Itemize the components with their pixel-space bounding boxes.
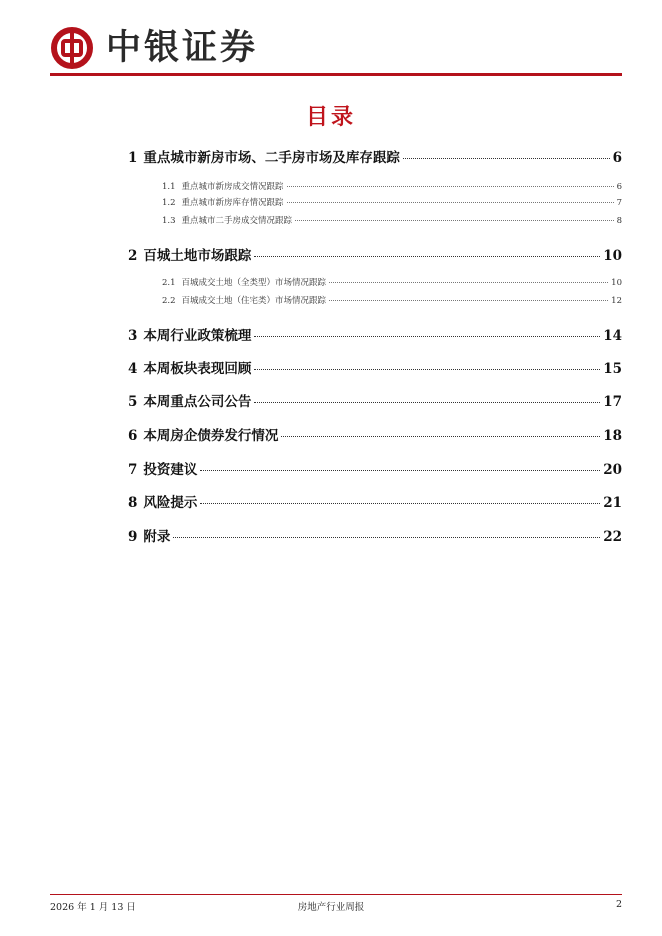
toc-entry-label: 百城成交土地（全类型）市场情况跟踪 bbox=[181, 278, 327, 288]
toc-entry-section[interactable] bbox=[128, 491, 622, 511]
toc-dot-leader bbox=[254, 369, 600, 370]
toc-entry-section[interactable] bbox=[128, 357, 622, 377]
toc-entry-page: 22 bbox=[603, 529, 622, 545]
toc-entry-section[interactable] bbox=[128, 146, 622, 166]
toc-entry-subsection[interactable] bbox=[162, 196, 622, 208]
toc-entry-number: 3 bbox=[128, 328, 138, 344]
toc-entry-label: 投资建议 bbox=[143, 462, 198, 478]
toc-entry-subsection[interactable] bbox=[162, 180, 622, 192]
toc-dot-leader bbox=[254, 402, 600, 403]
page-header bbox=[50, 26, 622, 76]
toc-entry-number: 6 bbox=[128, 428, 138, 444]
toc-entry-label: 本周房企债券发行情况 bbox=[143, 428, 279, 444]
toc-entry-page: 10 bbox=[603, 248, 622, 264]
footer-date: 2026 年 1 月 13 日 bbox=[50, 902, 136, 913]
toc-entry-page: 20 bbox=[603, 462, 622, 478]
toc-entry-number: 9 bbox=[128, 529, 138, 545]
brand-name: 中银证券 bbox=[106, 27, 259, 68]
toc-title: 目录 bbox=[305, 104, 356, 130]
toc-entry-number: 7 bbox=[128, 462, 138, 478]
toc-dot-leader bbox=[254, 336, 600, 337]
toc-entry-label: 风险提示 bbox=[143, 495, 198, 511]
toc-entry-number: 1.2 bbox=[162, 198, 176, 208]
toc-entry-number: 2.2 bbox=[162, 296, 176, 306]
toc-dot-leader bbox=[254, 256, 600, 257]
toc-entry-label: 本周重点公司公告 bbox=[143, 394, 252, 410]
toc-entry-page: 6 bbox=[612, 150, 622, 166]
toc-entry-subsection[interactable] bbox=[162, 214, 622, 226]
toc-entry-section[interactable] bbox=[128, 424, 622, 444]
toc-entry-page: 14 bbox=[603, 328, 622, 344]
toc-entry-page: 17 bbox=[603, 394, 622, 410]
toc-entry-page: 21 bbox=[603, 495, 622, 511]
bank-of-china-logo-icon bbox=[50, 26, 94, 70]
footer-report-type: 房地产行业周报 bbox=[297, 902, 365, 913]
toc-entry-label: 百城成交土地（住宅类）市场情况跟踪 bbox=[181, 296, 327, 306]
toc-dot-leader bbox=[200, 470, 600, 471]
toc-entry-section[interactable] bbox=[128, 525, 622, 545]
toc-entry-label: 百城土地市场跟踪 bbox=[143, 248, 252, 264]
footer-page-number: 2 bbox=[615, 899, 622, 910]
toc-dot-leader bbox=[173, 537, 600, 538]
toc-entry-subsection[interactable] bbox=[162, 276, 622, 288]
toc-entry-page: 6 bbox=[616, 182, 622, 192]
toc-entry-number: 4 bbox=[128, 361, 138, 377]
toc-entry-number: 2 bbox=[128, 248, 138, 264]
toc-entry-label: 重点城市新房成交情况跟踪 bbox=[181, 182, 284, 192]
toc-dot-leader bbox=[200, 503, 600, 504]
toc-entry-number: 1 bbox=[128, 150, 138, 166]
toc-entry-number: 1.1 bbox=[162, 182, 176, 192]
toc-dot-leader bbox=[281, 436, 600, 437]
toc-entry-number: 2.1 bbox=[162, 278, 176, 288]
toc-dot-leader bbox=[403, 158, 610, 159]
toc-entry-label: 重点城市新房市场、二手房市场及库存跟踪 bbox=[143, 150, 400, 166]
toc-dot-leader bbox=[329, 282, 608, 283]
toc-entry-label: 附录 bbox=[143, 529, 171, 545]
toc-entry-page: 18 bbox=[603, 428, 622, 444]
toc-entry-page: 8 bbox=[616, 216, 622, 226]
toc-entry-section[interactable] bbox=[128, 244, 622, 264]
toc-dot-leader bbox=[329, 300, 608, 301]
toc-entry-section[interactable] bbox=[128, 458, 622, 478]
footer-divider bbox=[50, 894, 622, 895]
toc-entry-number: 5 bbox=[128, 394, 138, 410]
toc-entry-label: 重点城市新房库存情况跟踪 bbox=[181, 198, 284, 208]
toc-entry-number: 8 bbox=[128, 495, 138, 511]
toc-entry-subsection[interactable] bbox=[162, 294, 622, 306]
toc-entry-label: 本周板块表现回顾 bbox=[143, 361, 252, 377]
toc-entry-page: 15 bbox=[603, 361, 622, 377]
toc-entry-page: 12 bbox=[611, 296, 622, 306]
header-divider bbox=[50, 73, 622, 76]
toc-entry-label: 本周行业政策梳理 bbox=[143, 328, 252, 344]
toc-entry-number: 1.3 bbox=[162, 216, 176, 226]
toc-dot-leader bbox=[287, 202, 614, 203]
toc-entry-page: 7 bbox=[616, 198, 622, 208]
toc-dot-leader bbox=[287, 186, 614, 187]
toc-dot-leader bbox=[295, 220, 614, 221]
toc-entry-section[interactable] bbox=[128, 390, 622, 410]
toc-entry-label: 重点城市二手房成交情况跟踪 bbox=[181, 216, 293, 226]
toc-entry-section[interactable] bbox=[128, 324, 622, 344]
toc-entry-page: 10 bbox=[611, 278, 622, 288]
